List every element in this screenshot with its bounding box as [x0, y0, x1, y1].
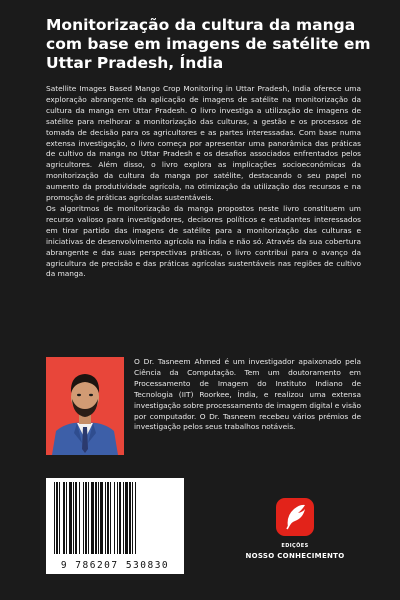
author-portrait-image — [46, 357, 124, 455]
barcode-bar — [59, 482, 60, 554]
isbn-barcode — [46, 478, 184, 574]
publisher-name-line1: EDIÇÕES — [281, 543, 309, 549]
barcode-bar — [100, 482, 103, 554]
author-photo — [46, 357, 124, 455]
barcode-bar — [75, 482, 77, 554]
barcode-number: 9 786207 530830 — [60, 560, 170, 571]
barcode-bar — [117, 482, 118, 554]
barcode-bar — [105, 482, 106, 554]
barcode-bar — [85, 482, 87, 554]
barcode-bar — [69, 482, 72, 554]
barcode-bar — [54, 482, 55, 554]
description-paragraph-2: Os algoritmos de monitorização da manga propostos neste livro constituem um recurso valioso para investigadores, decisores políticos e estudantes interessados em tirar partido das imagens de satélite para a monitorização das culturas e iniciativas de desenvolvimento agrícola na Índia e não só. Através da sua cobertura abrangente e das suas perspectivas práticas, o livro contribui para o avanço da agricultura de precisão e das práticas agrícolas sustentáveis nas regiões de cultivo da manga. — [46, 203, 361, 279]
book-title: Monitorização da cultura da manga com base em imagens de satélite em Uttar Pradesh, Índia — [46, 16, 371, 72]
publisher-name-line2: NOSSO CONHECIMENTO — [245, 552, 345, 560]
barcode-bar — [73, 482, 74, 554]
barcode-bar — [123, 482, 124, 554]
barcode-bar — [129, 482, 131, 554]
barcode-bar — [79, 482, 80, 554]
barcode-bar — [88, 482, 89, 554]
barcode-bar — [98, 482, 99, 554]
barcode-bar — [63, 482, 65, 554]
barcode-bar — [107, 482, 109, 554]
barcode-bar — [56, 482, 58, 554]
barcode-bar — [135, 482, 136, 554]
barcode-bar — [132, 482, 133, 554]
description-paragraph-1: Satellite Images Based Mango Crop Monitoring in Uttar Pradesh, India oferece uma exploração abrangente da aplicação de imagens de satélite na monitorização da cultura da manga em Uttar Pradesh. O livro investiga a utilização de imagens de satélite para melhorar a monitorização das culturas, a gestão e os processos de tomada de decisão para os agricultores e as partes interessadas. Com base numa extensa investigação, o livro começa por apresentar uma panorâmica das práticas de cultivo da manga no Uttar Pradesh e os desafios associados enfrentados pelos agricultores. Além disso, o livro explora as implicações socioeconómicas da monitorização da cultura da manga por satélite, destacando o seu papel no aumento da produtividade agrícola, na otimização da utilização dos recursos e na promoção de práticas agrícolas sustentáveis. — [46, 84, 361, 203]
publisher-logo-icon — [276, 498, 314, 536]
barcode-bar — [91, 482, 94, 554]
barcode-bar — [119, 482, 121, 554]
barcode-bar — [66, 482, 67, 554]
barcode-bar — [95, 482, 97, 554]
barcode-bars — [46, 478, 184, 558]
barcode-bar — [83, 482, 84, 554]
barcode-bar — [125, 482, 128, 554]
barcode-bar — [114, 482, 115, 554]
barcode-bar — [110, 482, 111, 554]
author-bio: O Dr. Tasneem Ahmed é um investigador apaixonado pela Ciência da Computação. Tem um doutoramento em Processamento de Imagem do Instituto Indiano de Tecnologia (IIT) Roorkee, Índia, e realizou uma extensa investigação sobre processamento de imagem digital e visão por computador. O Dr. Tasneem recebeu vários prémios de investigação pelos seus trabalhos notáveis. — [134, 357, 361, 432]
book-description — [46, 84, 361, 280]
